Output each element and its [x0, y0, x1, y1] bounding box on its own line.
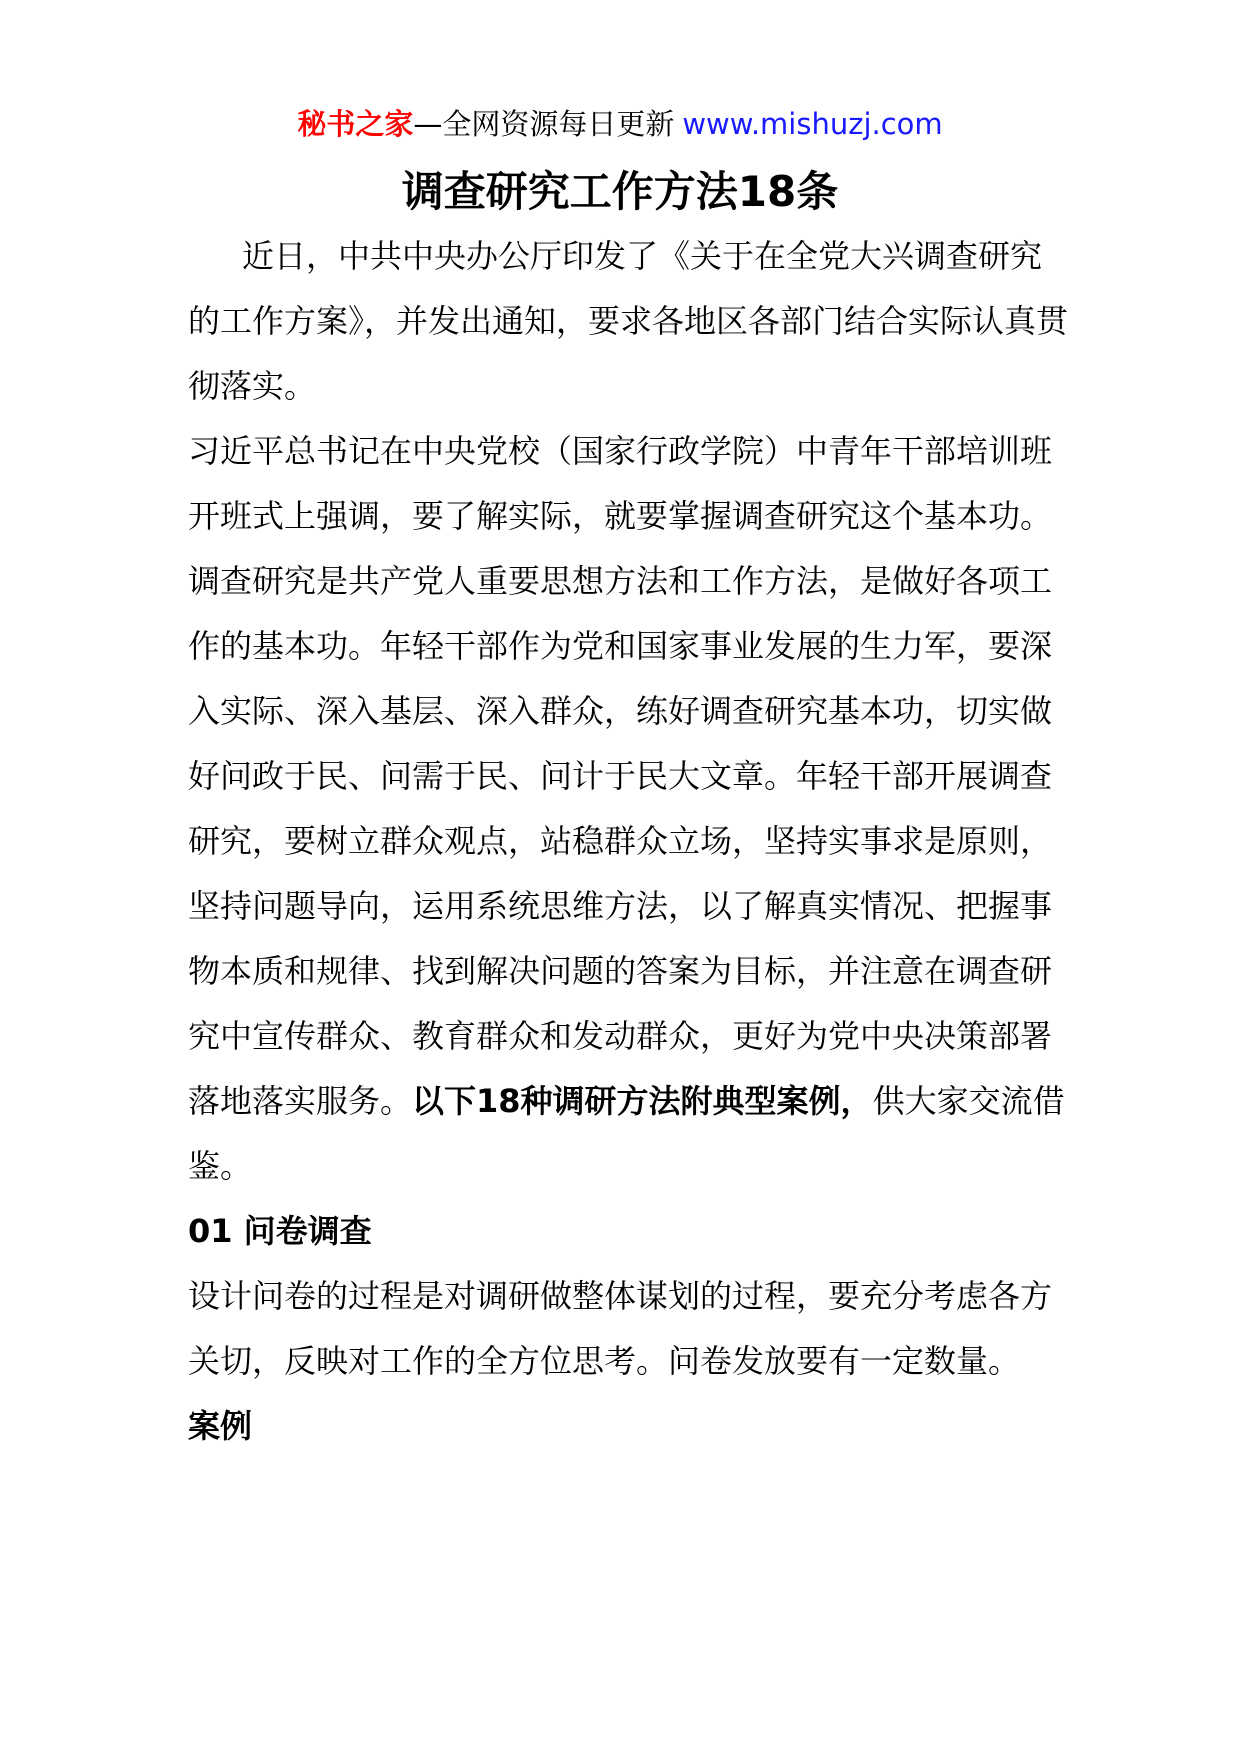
paragraph-intro: 近日，中共中央办公厅印发了《关于在全党大兴调查研究的工作方案》，并发出通知，要求各地区各部门结合实际认真贯彻落实。	[188, 237, 1069, 405]
document-body	[188, 224, 1068, 1459]
site-url-link[interactable]: www.mishuzj.com	[682, 107, 943, 141]
case-label: 案例	[188, 1407, 253, 1445]
section-heading-questionnaire: 01 问卷调查	[188, 1212, 372, 1250]
site-name: 秘书之家	[297, 107, 414, 141]
paragraph-main-text: 习近平总书记在中央党校（国家行政学院）中青年干部培训班开班式上强调，要了解实际，就要掌握调查研究这个基本功。调查研究是共产党人重要思想方法和工作方法，是做好各项工作的基本功。年轻干部作为党和国家事业发展的生力军，要深入实际、深入基层、深入群众，练好调查研究基本功，切实做好问政于民、问需于民、问计于民大文章。年轻干部开展调查研究，要树立群众观点，站稳群众立场，坚持实事求是原则，坚持问题导向，运用系统思维方法，以了解真实情况、把握事物本质和规律、找到解决问题的答案为目标，并注意在调查研究中宣传群众、教育群众和发动群众，更好为党中央决策部署落地落实服务。	[188, 432, 1053, 1120]
site-header	[0, 104, 1240, 144]
site-slogan: —全网资源每日更新	[413, 107, 675, 141]
section-text-questionnaire: 设计问卷的过程是对调研做整体谋划的过程，要充分考虑各方关切，反映对工作的全方位思考。问卷发放要有一定数量。	[188, 1277, 1053, 1380]
paragraph-main-tail: 供大家交流借鉴。	[188, 1082, 1065, 1185]
paragraph-main-bold: 以下18种调研方法附典型案例，	[412, 1082, 873, 1120]
paragraph-main	[188, 419, 1068, 1199]
document-title: 调查研究工作方法18条	[401, 167, 839, 216]
